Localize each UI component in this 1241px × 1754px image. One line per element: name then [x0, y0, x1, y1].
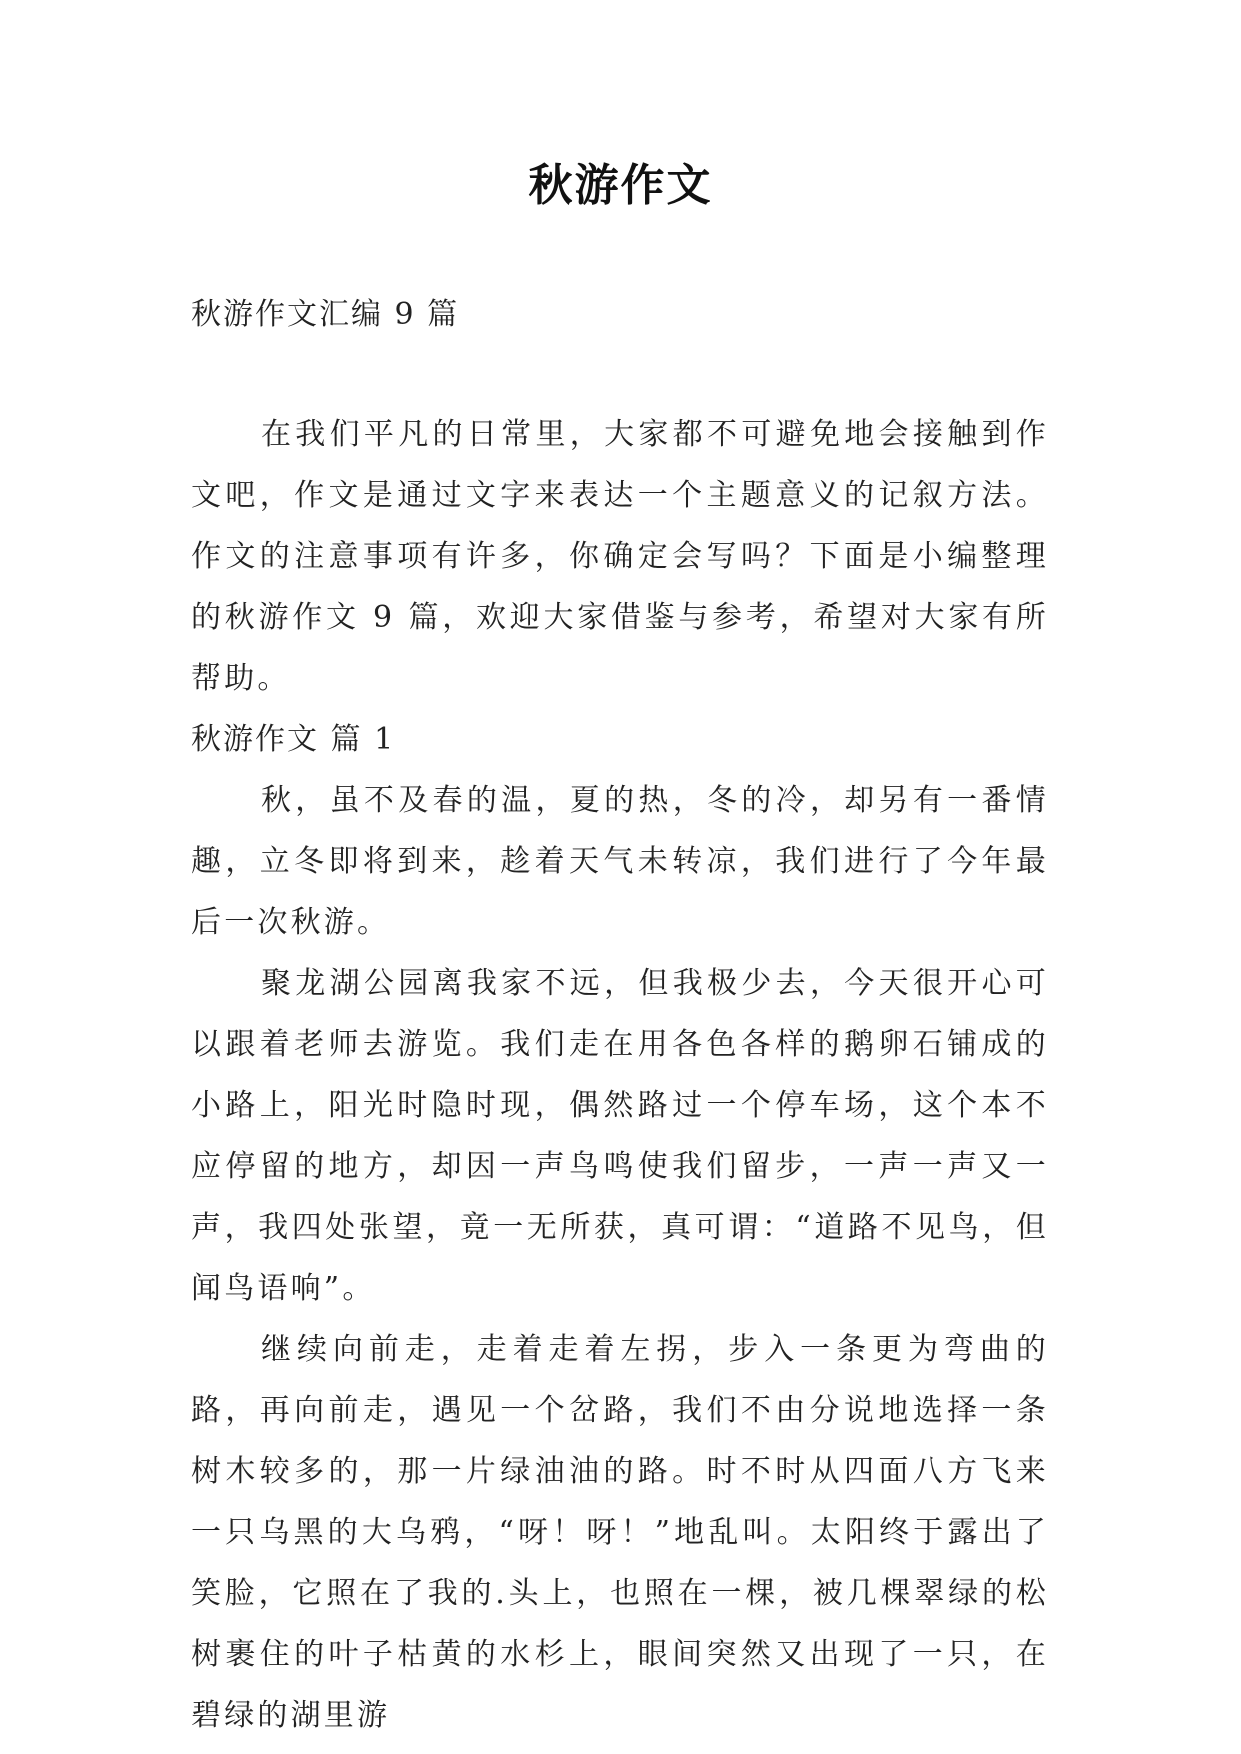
body-paragraph: 秋，虽不及春的温，夏的热，冬的冷，却另有一番情趣，立冬即将到来，趁着天气未转凉，我们进行了今年最后一次秋游。 [191, 783, 1049, 940]
intro-paragraph: 在我们平凡的日常里，大家都不可避免地会接触到作文吧，作文是通过文字来表达一个主题意义的记叙方法。作文的注意事项有许多，你确定会写吗？下面是小编整理的秋游作文 9 篇，欢迎大家借鉴与参考，希望对大家有所帮助。 [191, 417, 1049, 696]
body-paragraph: 继续向前走，走着走着左拐，步入一条更为弯曲的路，再向前走，遇见一个岔路，我们不由分说地选择一条树木较多的，那一片绿油油的路。时不时从四面八方飞来一只乌黑的大乌鸦，“呀！呀！”地乱叫。太阳终于露出了笑脸，它照在了我的.头上，也照在一棵，被几棵翠绿的松树裹住的叶子枯黄的水杉上，眼间突然又出现了一只，在碧绿的湖里游 [191, 1332, 1049, 1733]
document-subtitle: 秋游作文汇编 9 篇 [191, 297, 460, 332]
document-title: 秋游作文 [528, 160, 713, 211]
document-body [191, 404, 1049, 1746]
section-heading: 秋游作文 篇 1 [191, 722, 396, 757]
body-paragraph: 聚龙湖公园离我家不远，但我极少去，今天很开心可以跟着老师去游览。我们走在用各色各样的鹅卵石铺成的小路上，阳光时隐时现，偶然路过一个停车场，这个本不应停留的地方，却因一声鸟鸣使我们留步，一声一声又一声，我四处张望，竟一无所获，真可谓：“道路不见鸟，但闻鸟语响”。 [191, 966, 1049, 1306]
